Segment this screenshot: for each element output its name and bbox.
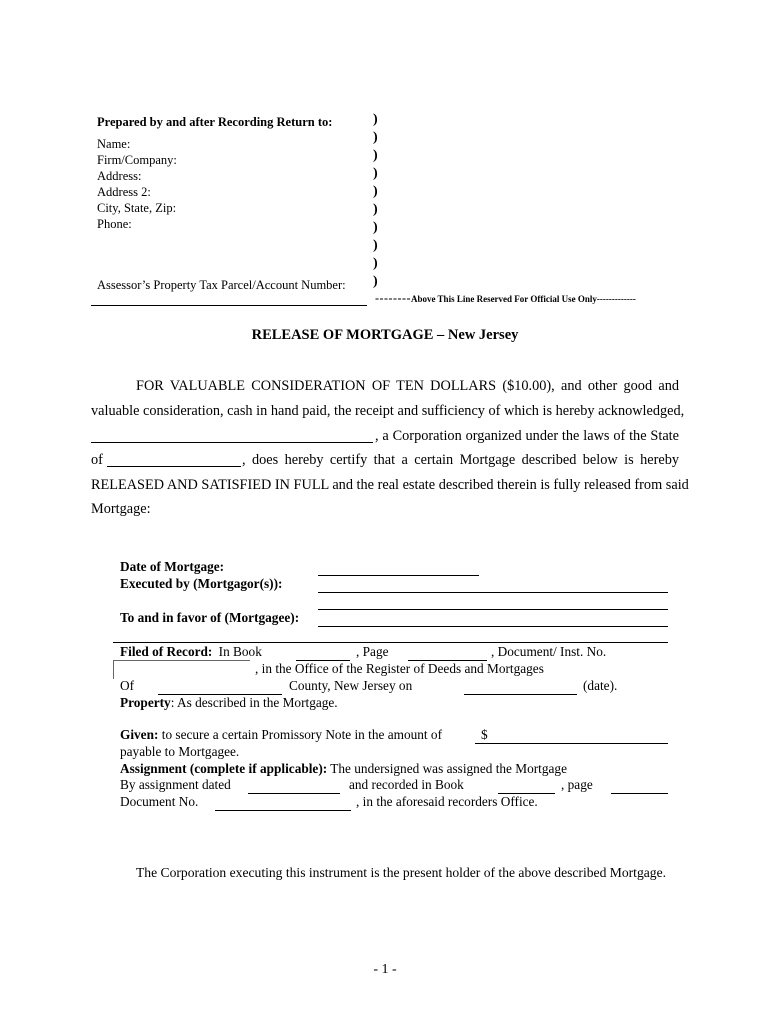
address-field-label: Address: <box>97 169 142 183</box>
dollar-sign: $ <box>481 727 488 742</box>
assignment-row <box>120 761 567 777</box>
paren-3: ) <box>373 148 378 163</box>
firm-field-label: Firm/Company: <box>97 153 177 167</box>
property-row <box>120 695 338 711</box>
page-label: , Page <box>356 644 389 659</box>
of-label: Of <box>120 678 135 693</box>
closing-statement: The Corporation executing this instrument is the present holder of the above described Mortgage. <box>136 865 667 880</box>
paren-4: ) <box>373 166 378 181</box>
given-row <box>120 727 442 743</box>
mortgagee-blank-1[interactable] <box>318 609 668 610</box>
date-of-mortgage-label: Date of Mortgage: <box>120 559 225 574</box>
paren-5: ) <box>373 184 378 199</box>
recorded-book-label: and recorded in Book <box>349 777 464 792</box>
body-line-2-text: valuable consideration, cash in hand paid, the receipt and sufficiency of which is hereby acknowledged, <box>91 403 685 419</box>
prepared-by-label: Prepared by and after Recording Return to: <box>97 115 333 129</box>
paren-6: ) <box>373 202 378 217</box>
document-no-label: Document No. <box>120 794 199 809</box>
name-field-label: Name: <box>97 137 131 151</box>
document-number-box[interactable] <box>113 660 250 679</box>
body-line-2 <box>91 403 685 420</box>
header-divider-line <box>91 305 367 306</box>
register-office-text: , in the Office of the Register of Deeds and Mortgages <box>255 661 544 676</box>
body-line-1-text: FOR VALUABLE CONSIDERATION OF TEN DOLLARS ($10.00), and other good and <box>136 378 679 394</box>
paren-8: ) <box>373 238 378 253</box>
reserved-line <box>375 291 636 306</box>
body-line-3-text: , a Corporation organized under the laws of the State <box>375 428 679 444</box>
page-number: - 1 - <box>373 962 397 977</box>
paren-1: ) <box>373 112 378 127</box>
assignment-page-label: , page <box>561 777 593 792</box>
phone-field-label: Phone: <box>97 217 132 231</box>
address2-field-label: Address 2: <box>97 185 151 199</box>
body-line-4-of: of <box>91 452 103 468</box>
given-text: to secure a certain Promissory Note in the amount of <box>158 727 443 742</box>
paren-7: ) <box>373 220 378 235</box>
mortgagee-label: To and in favor of (Mortgagee): <box>120 610 300 625</box>
mortgagor-blank[interactable] <box>318 592 668 593</box>
filed-record-divider <box>113 642 668 643</box>
reserved-dashes: -------- <box>375 291 411 305</box>
parcel-number-label: Assessor’s Property Tax Parcel/Account Number: <box>97 278 346 292</box>
filed-of-record-row <box>120 644 262 660</box>
corporation-name-blank[interactable] <box>91 442 373 443</box>
filed-of-record-label: Filed of Record: <box>120 644 213 659</box>
city-state-zip-field-label: City, State, Zip: <box>97 201 177 215</box>
body-line-6-text: Mortgage: <box>91 501 151 517</box>
executed-by-label: Executed by (Mortgagor(s)): <box>120 576 283 591</box>
assignment-label: Assignment (complete if applicable): <box>120 761 328 776</box>
assignment-date-blank[interactable] <box>248 793 340 794</box>
given-label: Given: <box>120 727 159 742</box>
date-paren-label: (date). <box>583 678 618 693</box>
by-assignment-label: By assignment dated <box>120 777 231 792</box>
date-of-mortgage-blank[interactable] <box>318 575 479 576</box>
document-title: RELEASE OF MORTGAGE – New Jersey <box>251 327 519 343</box>
property-label: Property <box>120 695 171 710</box>
mortgagee-blank-2[interactable] <box>318 626 668 627</box>
assignment-page-blank[interactable] <box>611 793 668 794</box>
recording-date-blank[interactable] <box>464 694 577 695</box>
reserved-label: Above This Line Reserved For Official Use Only------------- <box>410 294 636 304</box>
state-blank[interactable] <box>107 466 241 467</box>
aforesaid-office-text: , in the aforesaid recorders Office. <box>356 794 538 809</box>
body-line-4-text: , does hereby certify that a certain Mortgage described below is hereby <box>242 452 679 468</box>
in-book-label: In Book <box>218 644 262 659</box>
assignment-text: The undersigned was assigned the Mortgage <box>327 761 567 776</box>
assignment-document-blank[interactable] <box>215 810 351 811</box>
paren-10: ) <box>373 274 378 289</box>
note-amount-blank[interactable] <box>475 743 668 744</box>
body-line-5-text: RELEASED AND SATISFIED IN FULL and the real estate described therein is fully released from said <box>91 477 689 493</box>
document-inst-label: , Document/ Inst. No. <box>491 644 607 659</box>
payable-text: payable to Mortgagee. <box>120 744 240 759</box>
property-text: : As described in the Mortgage. <box>170 695 338 710</box>
paren-9: ) <box>373 256 378 271</box>
body-line-1 <box>136 378 679 395</box>
body-line-5 <box>91 477 689 494</box>
paren-2: ) <box>373 130 378 145</box>
county-label: County, New Jersey on <box>289 678 413 693</box>
